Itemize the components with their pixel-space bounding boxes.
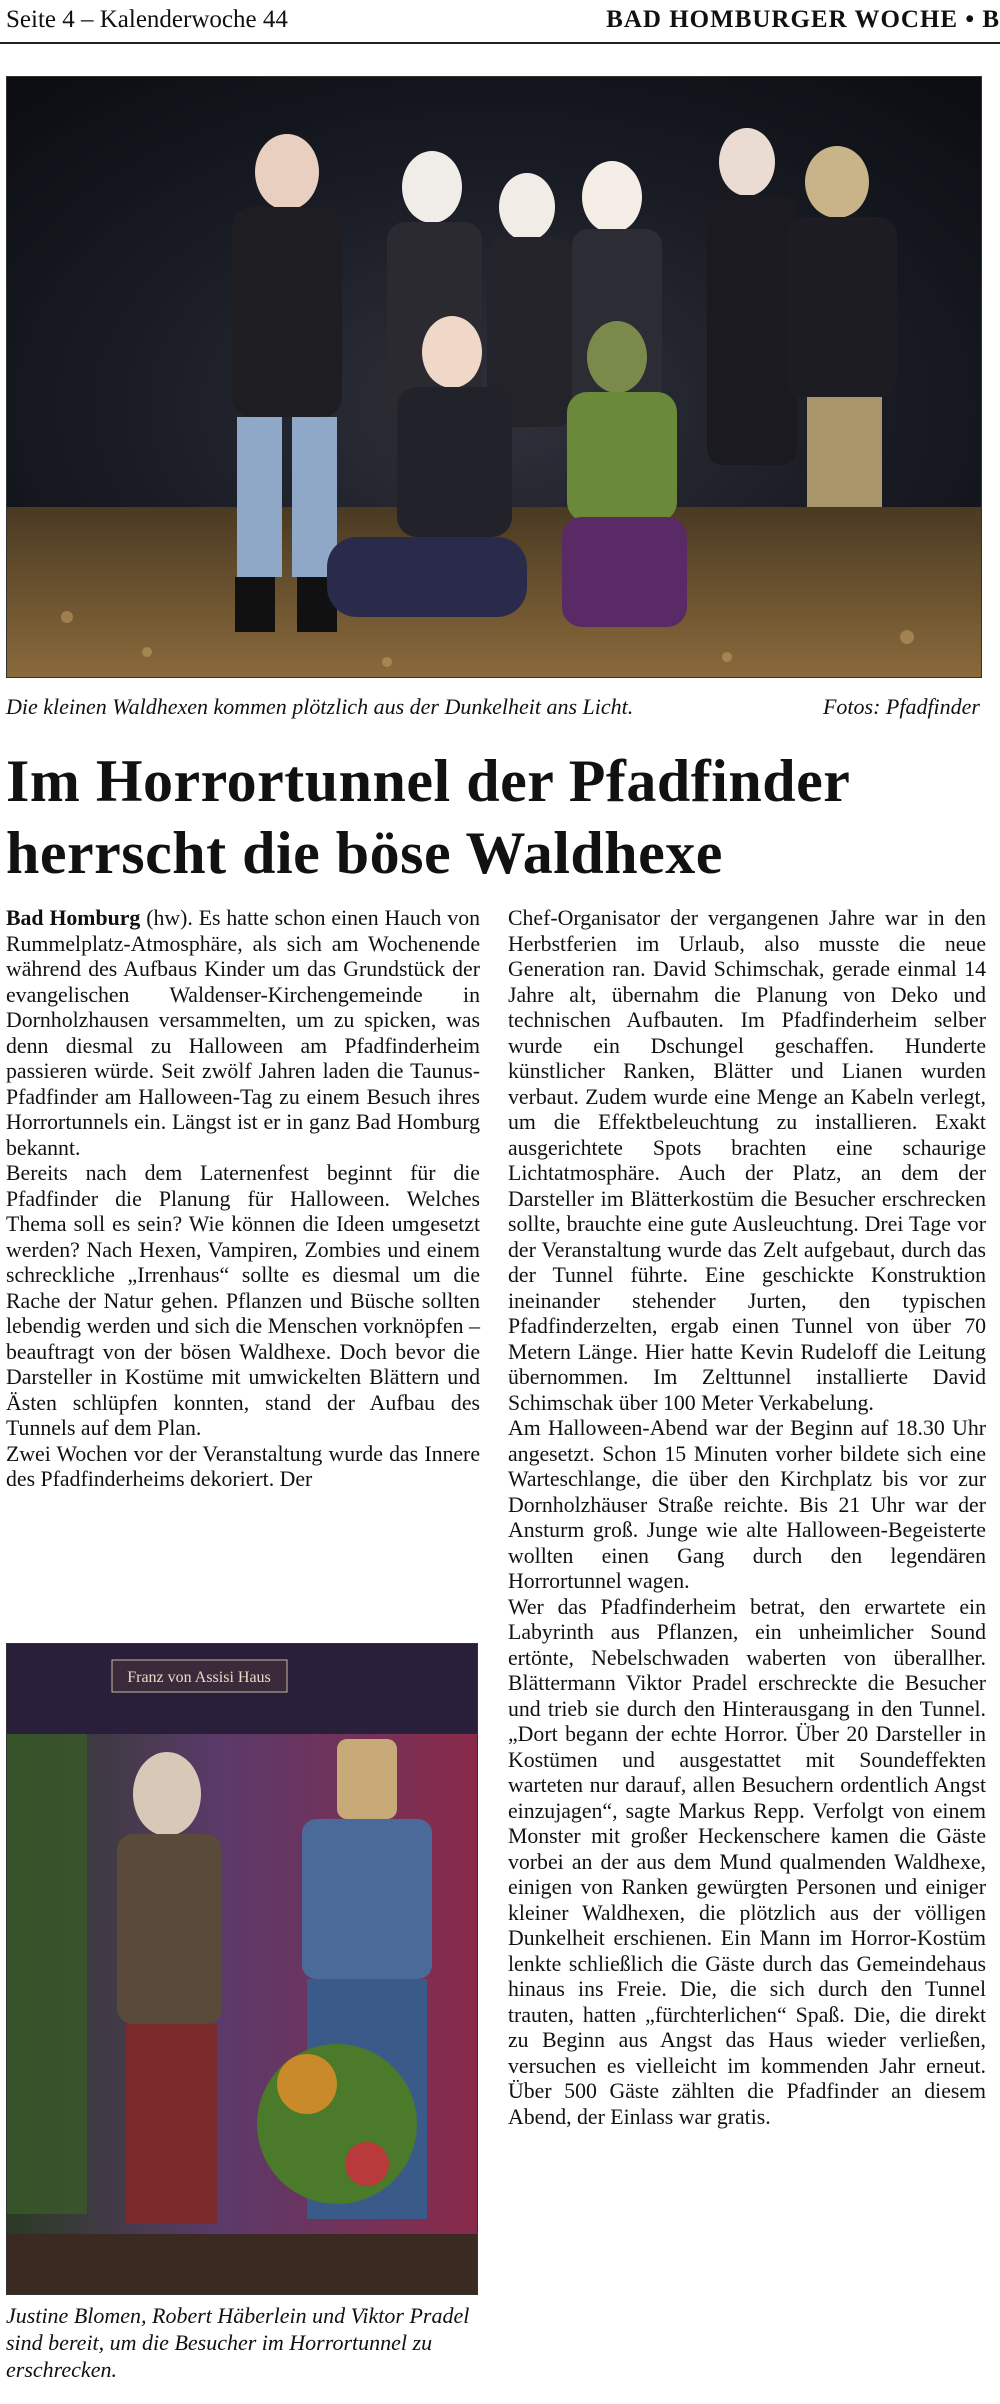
photo-credit: Fotos: Pfadfinder	[822, 694, 980, 719]
photo-witches-illustration	[7, 77, 981, 677]
article-paragraph: Zwei Wochen vor der Veranstaltung wurde das Innere des Pfadfinderheims dekoriert. Der	[6, 1441, 480, 1491]
sign-text: Franz von Assisi Haus	[127, 1669, 271, 1686]
page-header	[0, 0, 1000, 44]
headline-line-1: Im Horrortunnel der Pfadfinder	[6, 748, 851, 814]
photo-actors-illustration	[7, 1644, 477, 2294]
article-paragraph: Chef-Organisator der vergangenen Jahre war in den Herbstferien im Urlaub, also musste die neue Generation ran. David Schimschak, gerade einmal 14 Jahre alt, übernahm die Planung von Deko und technischen Aufbauten. Im Pfadfinderheim selber wurde ein Dschungel geschaffen. Hunderte künstlicher Ranken, Blätter und Lianen wurden verbaut. Zudem wurde eine Menge an Kabeln verlegt, um die Effektbeleuchtung zu installieren. Exakt ausgerichtete Spots brachten eine schaurige Lichtatmosphäre. Auch der Platz, an dem der Darsteller im Blätterkostüm die Besucher erschrecken sollte, brauchte eine gute Ausleuchtung. Drei Tage vor der Veranstaltung wurde das Zelt aufgebaut, durch das der Tunnel führte. Eine geschickte Konstruktion ineinander stehender Jurten, den typischen Pfadfinderzelten, ergab einen Tunnel von über 70 Metern Länge. Hier hatte Kevin Rudeloff die Leitung übernommen. Im Zelttunnel installierte David Schimschak über 100 Meter Verkabelung.	[508, 906, 986, 1415]
photo-caption-top: Die kleinen Waldhexen kommen plötzlich aus der Dunkelheit ans Licht.	[6, 694, 634, 719]
headline	[6, 745, 850, 889]
article-paragraph: Am Halloween-Abend war der Beginn auf 18.30 Uhr angesetzt. Schon 15 Minuten vorher bildete sich eine Warteschlange, die über den Kirchplatz bis vor zur Dornholzhäuser Straße reichte. Bis 21 Uhr war der Ansturm groß. Junge wie alte Halloween-Begeisterte wollten einen Gang durch den legendären Horrortunnel wagen.	[508, 1416, 986, 1593]
dateline: Bad Homburg	[6, 906, 141, 930]
photo-costumed-actors	[6, 1643, 478, 2295]
photo-caption-bottom: Justine Blomen, Robert Häberlein und Viktor Pradel sind bereit, um die Besucher im Horrortunnel zu erschrecken.	[6, 2303, 470, 2382]
article-column-2	[508, 906, 986, 2130]
newspaper-name: BAD HOMBURGER WOCHE • B	[606, 6, 1000, 33]
headline-line-2: herrscht die böse Waldhexe	[6, 820, 723, 886]
article-paragraph: Wer das Pfadfinderheim betrat, den erwartete ein Labyrinth aus Pflanzen, ein unheimlicher Sound ertönte, Nebelschwaden waberten von überallher. Blättermann Viktor Pradel erschreckte die Besucher und trieb sie durch den Hinterausgang in den Tunnel. „Dort begann der echte Horror. Über 20 Darsteller in Kostümen und ausgestattet mit Soundeffekten warteten nur darauf, allen Besuchern ordentlich Angst einzujagen“, sagte Markus Repp. Verfolgt von einem Monster mit großer Heckenschere kamen die Gäste vorbei an der aus dem Mund qualmenden Waldhexe, einigen von Ranken gewürgten Personen und einiger kleiner Waldhexen, die plötzlich aus der völligen Dunkelheit erschienen. Ein Mann im Horror-Kostüm lenkte schließlich die Gäste durch das Gemeindehaus hinaus ins Freie. Die, die sich durch den Tunnel trauten, hatten „fürchterlichen“ Spaß. Die, die direkt zu Beginn aus Angst das Haus wieder verließen, versuchen es vielleicht im kommenden Jahr erneut. Über 500 Gäste zählten die Pfadfinder an diesem Abend, der Einlass war gratis.	[508, 1594, 986, 2129]
article-paragraph: Bereits nach dem Laternenfest beginnt für die Pfadfinder die Planung für Halloween. Welches Thema soll es sein? Wie können die Ideen umgesetzt werden? Nach Hexen, Vampiren, Zombies und einem schreckliche „Irrenhaus“ sollte es diesmal um die Rache der Natur gehen. Pflanzen und Büsche sollten lebendig werden und sich die Menschen vorknöpfen – beauftragt von der bösen Waldhexe. Doch bevor die Darsteller in Kostüme mit umwickelten Blättern und Ästen schlüpfen konnten, stand der Aufbau des Tunnels auf dem Plan.	[6, 1161, 480, 1440]
article-paragraph: Bad Homburg (hw). Es hatte schon einen Hauch von Rummelplatz-Atmosphäre, als sich am Wochenende während des Aufbaus Kinder um das Grundstück der evangelischen Waldenser-Kirchengemeinde in Dornholzhausen versammelten, um zu spicken, was denn diesmal zu Halloween am Pfadfinderheim passieren würde. Seit zwölf Jahren laden die Taunus-Pfadfinder am Halloween-Tag zu einem Besuch ihres Horrortunnels ein. Längst ist er in ganz Bad Homburg bekannt.	[6, 906, 480, 1160]
article-column-1	[6, 906, 480, 1493]
page-label: Seite 4 – Kalenderwoche 44	[6, 6, 288, 33]
photo-witches-group	[6, 76, 982, 678]
